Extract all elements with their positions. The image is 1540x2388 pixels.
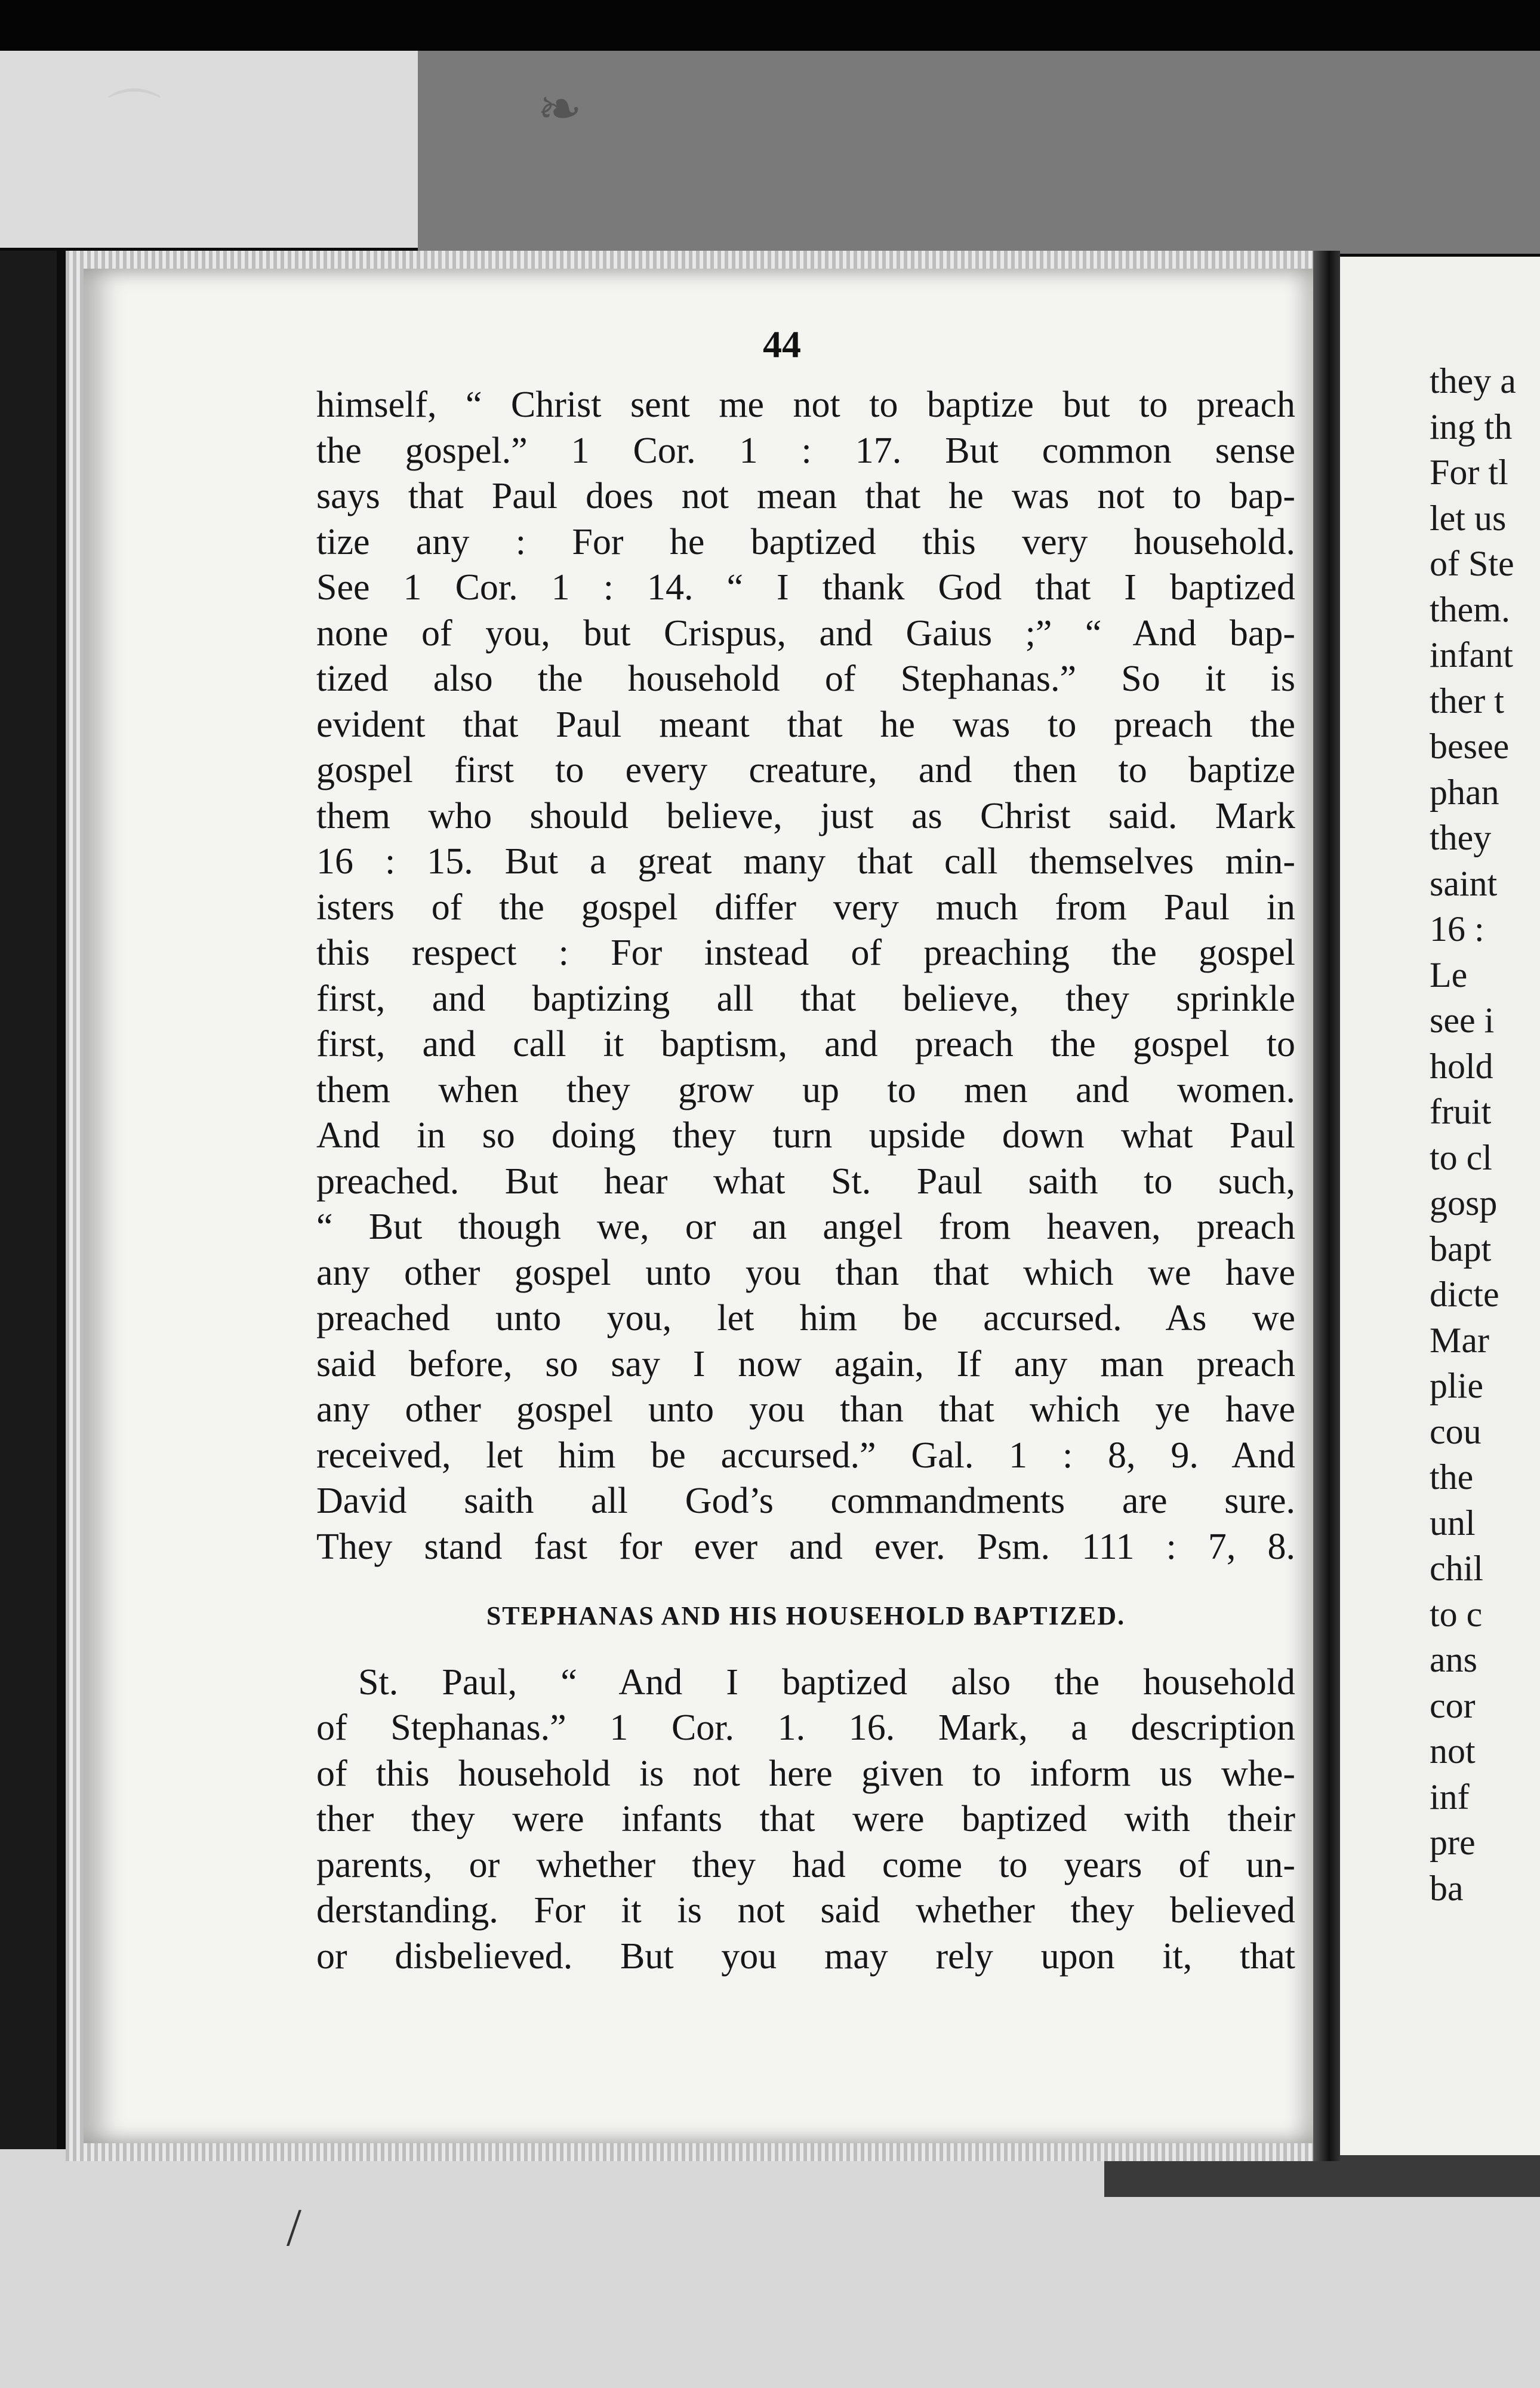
text-line: the gospel.” 1 Cor. 1 : 17. But common sense	[316, 430, 1295, 471]
text-line: them who should believe, just as Christ said. Mark	[316, 795, 1295, 836]
text-line: first, and call it baptism, and preach the gospel to	[316, 1024, 1295, 1064]
page-number-text: 44	[763, 323, 801, 365]
facing-line: of Ste	[1430, 544, 1514, 583]
text-line: any other gospel unto you than that which we have	[316, 1252, 1295, 1293]
scan-background-top	[418, 51, 1540, 254]
facing-page-text	[1430, 358, 1540, 1911]
scan-border-top	[0, 0, 1540, 51]
text-line: of this household is not here given to inform us whe-	[316, 1753, 1295, 1794]
facing-line: hold	[1430, 1046, 1493, 1086]
text-line: They stand fast for ever and ever. Psm. 111 : 7, 8.	[316, 1526, 1295, 1567]
facing-line: unl	[1430, 1503, 1476, 1543]
text-line: said before, so say I now again, If any man preach	[316, 1343, 1295, 1384]
text-line: tized also the household of Stephanas.” So it is	[316, 658, 1295, 699]
text-line: evident that Paul meant that he was to preach the	[316, 704, 1295, 745]
scan-background-left	[0, 51, 418, 248]
facing-line: let us	[1430, 498, 1507, 538]
text-line: “ But though we, or an angel from heaven, preach	[316, 1207, 1295, 1247]
facing-line: dicte	[1430, 1275, 1499, 1314]
text-line: 16 : 15. But a great many that call themselves min-	[316, 841, 1295, 882]
text-line: none of you, but Crispus, and Gaius ;” “ And bap-	[316, 613, 1295, 654]
facing-line: phan	[1430, 772, 1499, 812]
facing-line: to c	[1430, 1594, 1483, 1634]
facing-line: plie	[1430, 1366, 1483, 1405]
text-line: isters of the gospel differ very much from Paul in	[316, 887, 1295, 928]
text-line: first, and baptizing all that believe, they sprinkle	[316, 978, 1295, 1019]
facing-line: not	[1430, 1731, 1476, 1771]
facing-line: the	[1430, 1457, 1474, 1497]
facing-line: to cl	[1430, 1137, 1492, 1177]
facing-line: besee	[1430, 727, 1510, 766]
text-line: ther they were infants that were baptized with their	[316, 1799, 1295, 1839]
pencil-mark-icon: ⌒	[107, 87, 161, 146]
facing-line: fruit	[1430, 1092, 1492, 1131]
text-line: preached. But hear what St. Paul saith to such,	[316, 1161, 1295, 1202]
scribble-icon: ❧	[537, 80, 583, 139]
facing-line: chil	[1430, 1549, 1483, 1588]
facing-line: 16 :	[1430, 909, 1484, 949]
text-line: this respect : For instead of preaching the gospel	[316, 933, 1295, 973]
facing-line: ing th	[1430, 407, 1513, 447]
facing-line: pre	[1430, 1823, 1476, 1862]
facing-line: they	[1430, 818, 1492, 857]
text-line: parents, or whether they had come to years of un-	[316, 1844, 1295, 1885]
facing-line: saint	[1430, 863, 1498, 903]
facing-line: infant	[1430, 635, 1513, 675]
page-number	[0, 322, 1540, 367]
text-line: preached unto you, let him be accursed. As we	[316, 1298, 1295, 1338]
scan-border-left	[0, 251, 57, 2388]
text-line: See 1 Cor. 1 : 14. “ I thank God that I baptized	[316, 567, 1295, 608]
facing-line: bapt	[1430, 1229, 1492, 1269]
page-body	[316, 382, 1295, 1979]
facing-line: cor	[1430, 1685, 1476, 1725]
text-line: says that Paul does not mean that he was not to bap-	[316, 476, 1295, 516]
paragraph-2	[316, 1660, 1295, 1980]
paragraph-1	[316, 382, 1295, 1570]
facing-line: inf	[1430, 1777, 1470, 1817]
facing-line: see i	[1430, 1001, 1495, 1040]
text-line: tize any : For he baptized this very household.	[316, 521, 1295, 562]
facing-line: gosp	[1430, 1183, 1498, 1223]
pencil-stroke-icon: /	[287, 2198, 302, 2257]
text-line: David saith all God’s commandments are sure.	[316, 1481, 1295, 1521]
text-line: received, let him be accursed.” Gal. 1 : 8, 9. And	[316, 1435, 1295, 1476]
facing-line: cou	[1430, 1411, 1482, 1451]
text-line: gospel first to every creature, and then to baptize	[316, 750, 1295, 790]
facing-line: For tl	[1430, 453, 1508, 492]
facing-line: ba	[1430, 1868, 1464, 1908]
facing-line: they a	[1430, 361, 1516, 401]
facing-line: them.	[1430, 589, 1510, 629]
facing-line: ther t	[1430, 681, 1504, 721]
section-heading: STEPHANAS AND HIS HOUSEHOLD BAPTIZED.	[486, 1601, 1126, 1630]
facing-line: Le	[1430, 955, 1468, 995]
text-line: or disbelieved. But you may rely upon it, that	[316, 1935, 1295, 1977]
facing-line: ans	[1430, 1640, 1477, 1679]
facing-line: Mar	[1430, 1320, 1489, 1360]
text-line: himself, “ Christ sent me not to baptize but to preach	[316, 384, 1295, 425]
text-line: And in so doing they turn upside down what Paul	[316, 1115, 1295, 1156]
text-line: derstanding. For it is not said whether they believed	[316, 1890, 1295, 1931]
text-line: them when they grow up to men and women.	[316, 1069, 1295, 1110]
book-gutter	[1313, 251, 1340, 2161]
text-line: any other gospel unto you than that which ye have	[316, 1389, 1295, 1430]
text-line: St. Paul, “ And I baptized also the household	[358, 1661, 1295, 1703]
text-line: of Stephanas.” 1 Cor. 1. 16. Mark, a description	[316, 1707, 1295, 1748]
